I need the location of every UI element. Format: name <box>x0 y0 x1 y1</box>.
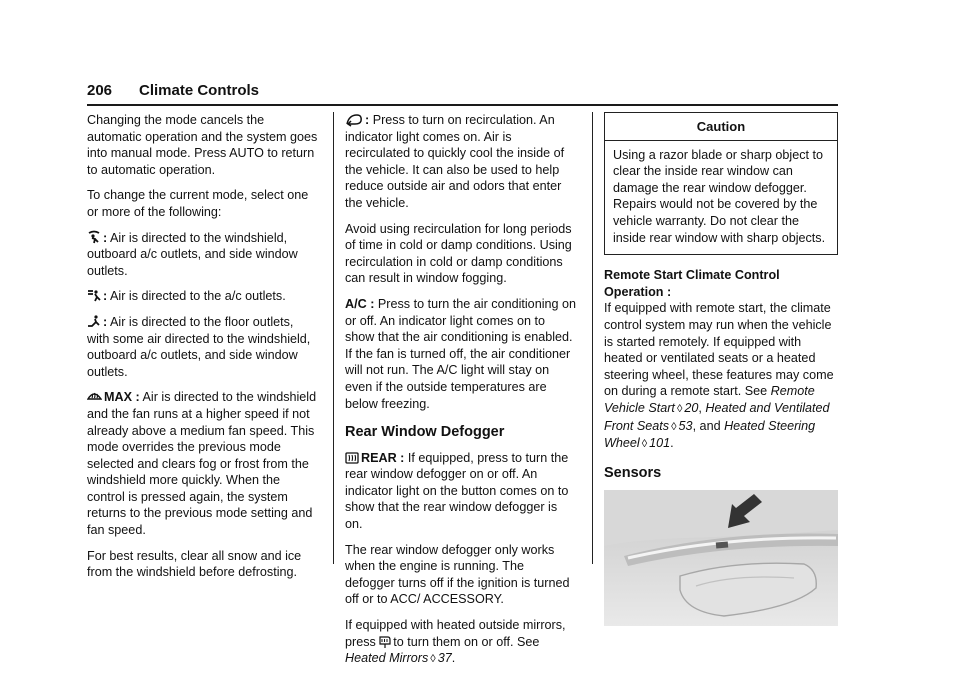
heading-rear-window-defogger: Rear Window Defogger <box>345 424 505 441</box>
column-2 <box>345 112 577 677</box>
link-heated-mirrors-page[interactable]: 37 <box>437 651 452 666</box>
heading-sensors: Sensors <box>604 464 662 481</box>
link-heated-ventilated-seats[interactable]: Heated and Ventilated Front Seats <box>604 400 830 433</box>
defrost-floor-mode-icon <box>87 230 101 245</box>
link-heated-steering-wheel-page[interactable]: 101 <box>649 436 671 451</box>
rear-defogger-item: REAR : If equipped, press to turn the rear window defogger on or off. An indicator light on the button comes on to show that the rear window defogger is on. <box>345 450 569 532</box>
paragraph-rear-defogger-operation: The rear window defogger only works when the engine is running. The defogger turns off if the ignition is turned off or to ACC/ ACCESSORY. <box>345 542 570 607</box>
mode-windshield-item: : Air is directed to the windshield, outboard a/c outlets, and side window outlets. <box>87 230 298 278</box>
section-title: Climate Controls <box>139 82 260 99</box>
max-defrost-icon <box>87 389 102 404</box>
recirculation-item: : Press to turn on recirculation. An indicator light comes on. Air is recirculated to quickly cool the inside of the vehicle. It can also be used to help reduce outside air and odors that enter the vehicle. <box>345 113 565 210</box>
link-heated-mirrors[interactable]: Heated Mirrors <box>345 651 429 666</box>
paragraph-mode-cancel: Changing the mode cancels the automatic operation and the system goes into manual mode. Press AUTO to return to automatic operation. <box>87 113 318 177</box>
page-number: 206 <box>87 82 113 99</box>
remote-start-item: Remote Start Climate Control Operation : If equipped with remote start, the climate control system may run when the vehicle is started remotely. If equipped with heated or ventilated seats or a heated steering wheel, these features may come on during a remote start. See Remote Vehicle Start ◊ 20, Heated and Ventilated Front Seats ◊ 53, and Heated Steering Wheel ◊ 101. <box>604 268 834 451</box>
column-divider-2 <box>592 112 593 564</box>
caution-text: Using a razor blade or sharp object to clear the inside rear window can damage the rear window defogger. Repairs would not be covered by the vehicle warranty. Do not clear the inside rear window with sharp objects. <box>613 147 826 245</box>
floor-mode-icon <box>87 314 101 329</box>
link-heated-ventilated-seats-page[interactable]: 53 <box>678 418 693 433</box>
vent-mode-icon <box>87 288 101 303</box>
heated-mirror-icon <box>379 635 391 649</box>
header-rule <box>87 104 838 106</box>
paragraph-best-results: For best results, clear all snow and ice from the windshield before defrosting. <box>87 548 302 580</box>
recirculation-icon <box>345 113 363 127</box>
column-3 <box>604 112 838 626</box>
mode-max-item: MAX : Air is directed to the windshield and the fan runs at a higher speed if not already above a medium fan speed. This mode overrides the previous mode selected and clears fog or frost from the windshield more quickly. When the control is pressed again, the system returns to the previous mode setting and fan speed. <box>87 390 317 538</box>
ac-item: A/C : Press to turn the air conditioning on or off. An indicator light comes on to show that the air conditioning is enabled. If the fan is turned off, the air conditioner will not run. The A/C light will stay on even if the outside temperatures are below freezing. <box>345 296 577 411</box>
column-divider-1 <box>333 112 334 564</box>
link-remote-vehicle-start-page[interactable]: 20 <box>684 400 699 415</box>
caution-box <box>604 112 838 255</box>
column-1 <box>87 112 319 590</box>
mode-vent-item: : Air is directed to the a/c outlets. <box>87 288 319 305</box>
caution-title: Caution <box>605 113 837 141</box>
paragraph-recirculation-warning: Avoid using recirculation for long periods of time in cold or damp conditions. Using recirculation in cold or damp conditions can result in window fogging. <box>345 221 572 286</box>
rear-defog-icon <box>345 451 359 465</box>
page-header <box>87 80 838 106</box>
mode-floor-item: : Air is directed to the floor outlets, with some air directed to the windshield, outboard a/c outlets, and side window outlets. <box>87 314 311 379</box>
paragraph-select-mode: To change the current mode, select one or more of the following: <box>87 188 309 219</box>
remote-start-heading: Remote Start Climate Control Operation : <box>604 268 780 299</box>
link-heated-steering-wheel[interactable]: Heated Steering Wheel <box>604 418 816 451</box>
heated-mirrors-item: If equipped with heated outside mirrors, press to turn them on or off. See Heated Mirrors ◊ 37. <box>345 618 566 666</box>
link-remote-vehicle-start[interactable]: Remote Vehicle Start <box>604 384 815 415</box>
sensor-location-illustration <box>604 490 838 626</box>
